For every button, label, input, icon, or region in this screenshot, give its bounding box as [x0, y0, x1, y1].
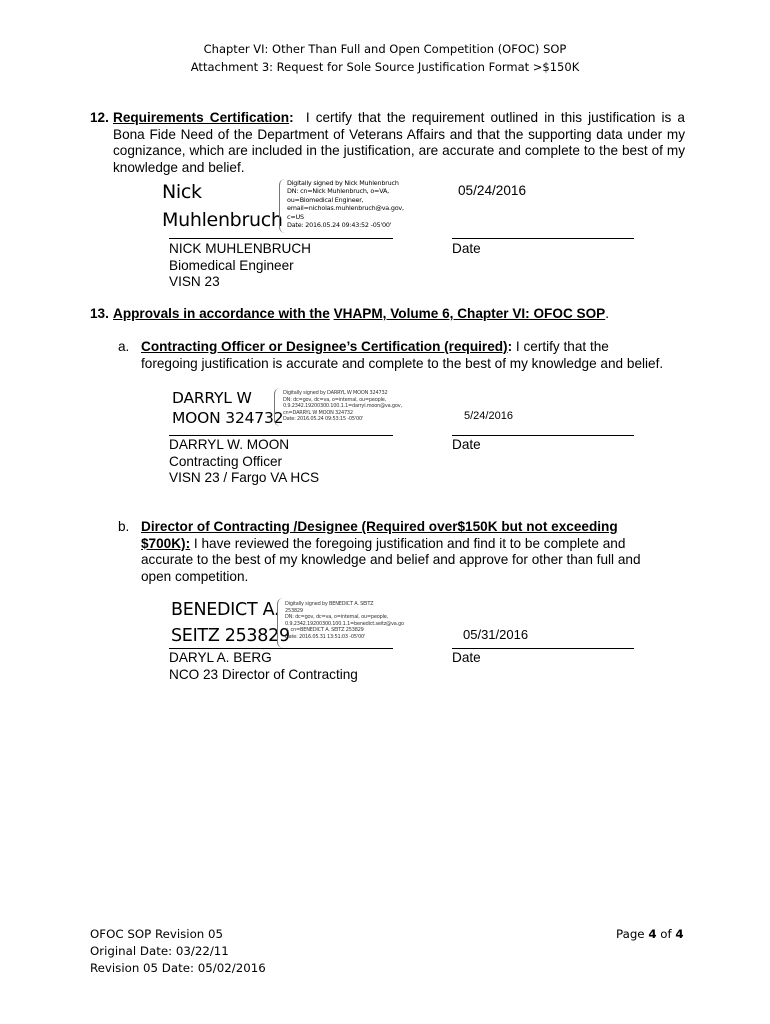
- digital-line: 0.9.2342.19200300.100.1.1=benedict.seitz@va.go: [285, 620, 404, 627]
- signature-name-line-1: Nick: [162, 181, 202, 203]
- signature-line-1: [169, 238, 393, 239]
- signature-line-3: [169, 648, 393, 649]
- digital-line: DN: dc=gov, dc=va, o=internal, ou=people,: [283, 396, 387, 403]
- signature-name-line-1: BENEDICT A.: [171, 600, 280, 620]
- digital-line: Date: 2016.05.24 09:53:15 -05'00': [283, 416, 364, 423]
- signer-title: Contracting Officer: [169, 453, 283, 469]
- signer-name: DARYL A. BERG: [169, 650, 272, 665]
- signature-line-2: [169, 435, 393, 436]
- digital-line: Digitally signed by BENEDICT A. SEITZ: [285, 601, 374, 607]
- signer-name: DARRYL W. MOON: [169, 437, 290, 452]
- digital-line: 0.9.2342.19200300.100.1.1=darryl.moon@va.gov,: [283, 403, 402, 410]
- digital-line: DN: cn=Nick Muhlenbruch, o=VA,: [287, 187, 389, 196]
- signature-benedict-seitz: [171, 598, 290, 648]
- date-line-3: [452, 648, 634, 649]
- page-number: [616, 926, 684, 943]
- footer-revision: OFOC SOP Revision 05: [90, 927, 224, 941]
- signature-nick-muhlenbruch: [162, 180, 283, 232]
- signature-bracket: [274, 388, 281, 426]
- section-13b-text-1: I have reviewed the foregoing justification and find it to be complete and: [190, 535, 626, 551]
- section-13b-text-3: open competition.: [141, 568, 249, 584]
- section-12-heading: Requirements Certification: [113, 110, 290, 125]
- date-label-1: Date: [452, 241, 481, 256]
- date-label-2: Date: [452, 437, 481, 452]
- footer-original-date: Original Date: 03/22/11: [90, 944, 229, 958]
- section-13a-text-2: foregoing justification is accurate and complete to the best of my knowledge and belief.: [141, 355, 664, 371]
- signature-darryl-moon: [172, 388, 283, 428]
- signature-bracket: [279, 179, 286, 233]
- page-current: 4: [648, 927, 657, 941]
- signer-org: VISN 23: [169, 274, 220, 289]
- digital-line: Date: 2016.05.31 13:51:03 -05'00': [285, 633, 366, 640]
- section-13a-text-1: I certify that the: [515, 339, 609, 354]
- page-of: of: [656, 927, 676, 941]
- digital-line: Digitally signed by Nick Muhlenbruch: [287, 179, 399, 187]
- section-13b-marker: b.: [118, 519, 130, 534]
- page-prefix: Page: [616, 927, 649, 941]
- signature-name-line-2: MOON 324732: [172, 409, 284, 427]
- section-13a-paragraph: [141, 339, 663, 372]
- section-12-colon: :: [289, 110, 294, 125]
- section-13a-heading: Contracting Officer or Designee’s Certification (required): [141, 339, 508, 354]
- digital-line: ou=Biomedical Engineer,: [287, 195, 364, 204]
- signature-name-line-2: SEITZ 253829: [171, 626, 290, 646]
- date-line-1: [452, 238, 634, 239]
- section-13b-text-2: accurate to the best of my knowledge and belief and approve for other than full and: [141, 552, 641, 567]
- footer-revision-date: Revision 05 Date: 05/02/2016: [90, 961, 266, 975]
- signature-date-value-3: 05/31/2016: [463, 627, 529, 642]
- signer-org: VISN 23 / Fargo VA HCS: [169, 470, 320, 485]
- signer-block-1: [169, 241, 311, 291]
- section-13-heading-a: Approvals in accordance with the: [113, 306, 330, 321]
- section-13-heading-end: .: [605, 306, 610, 321]
- date-line-2: [452, 435, 634, 436]
- signer-name: NICK MUHLENBRUCH: [169, 241, 311, 256]
- header-line-1: Chapter VI: Other Than Full and Open Competition (OFOC) SOP: [203, 42, 567, 56]
- digital-line: v, cn=BENEDICT A. SEITZ 253829: [285, 627, 364, 634]
- signer-block-2: [169, 437, 319, 487]
- section-13b-paragraph: [141, 519, 641, 585]
- footer-left: [90, 926, 266, 977]
- signer-block-3: [169, 650, 358, 683]
- date-label-3: Date: [452, 650, 481, 665]
- digital-line: cn=DARRYL W MOON 324732: [283, 409, 353, 416]
- signature-bracket: [277, 598, 284, 648]
- section-13b-heading-1: Director of Contracting /Designee (Required over$150K but not exceeding: [141, 519, 618, 534]
- digital-line: Digitally signed by DARRYL W MOON 324732: [283, 390, 388, 396]
- digital-line: Date: 2016.05.24 09:43:52 -05'00': [287, 221, 392, 230]
- digital-line: DN: dc=gov, dc=va, o=internal, ou=people,: [285, 614, 389, 621]
- digital-signature-block-3: [285, 601, 415, 641]
- section-13-heading-b: VHAPM, Volume 6, Chapter VI: OFOC SOP: [333, 306, 606, 321]
- signature-name-line-1: DARRYL W: [172, 389, 252, 407]
- digital-signature-block-1: [287, 179, 437, 229]
- digital-line: email=nicholas.muhlenbruch@va.gov,: [287, 204, 404, 213]
- digital-line: 253829: [285, 607, 303, 614]
- section-12-paragraph: [113, 110, 685, 176]
- section-12-text: I certify that the requirement outlined in this justification is a Bona Fide Need of the Department of Veterans Affairs and that the supporting data under my cognizance, which are included in the justification, are accurate and complete to the best of my knowledge and belief.: [113, 110, 685, 175]
- signature-date-value-2: 5/24/2016: [464, 410, 513, 422]
- header-line-2: Attachment 3: Request for Sole Source Justification Format >$150K: [190, 60, 580, 74]
- section-13-number: 13.: [90, 306, 109, 321]
- digital-signature-block-2: [283, 390, 413, 423]
- digital-line: c=US: [287, 212, 304, 221]
- section-12-number: 12.: [90, 110, 109, 125]
- section-13a-marker: a.: [118, 339, 130, 354]
- section-13-heading: [113, 306, 609, 323]
- signature-date-value-1: 05/24/2016: [458, 183, 527, 198]
- signature-name-line-2: Muhlenbruch: [162, 209, 283, 231]
- signer-title: Biomedical Engineer: [169, 257, 294, 273]
- section-13a-colon: :: [507, 339, 513, 354]
- section-13b-heading-2: $700K):: [141, 535, 191, 551]
- signer-title: NCO 23 Director of Contracting: [169, 666, 358, 682]
- page-total: 4: [675, 927, 684, 941]
